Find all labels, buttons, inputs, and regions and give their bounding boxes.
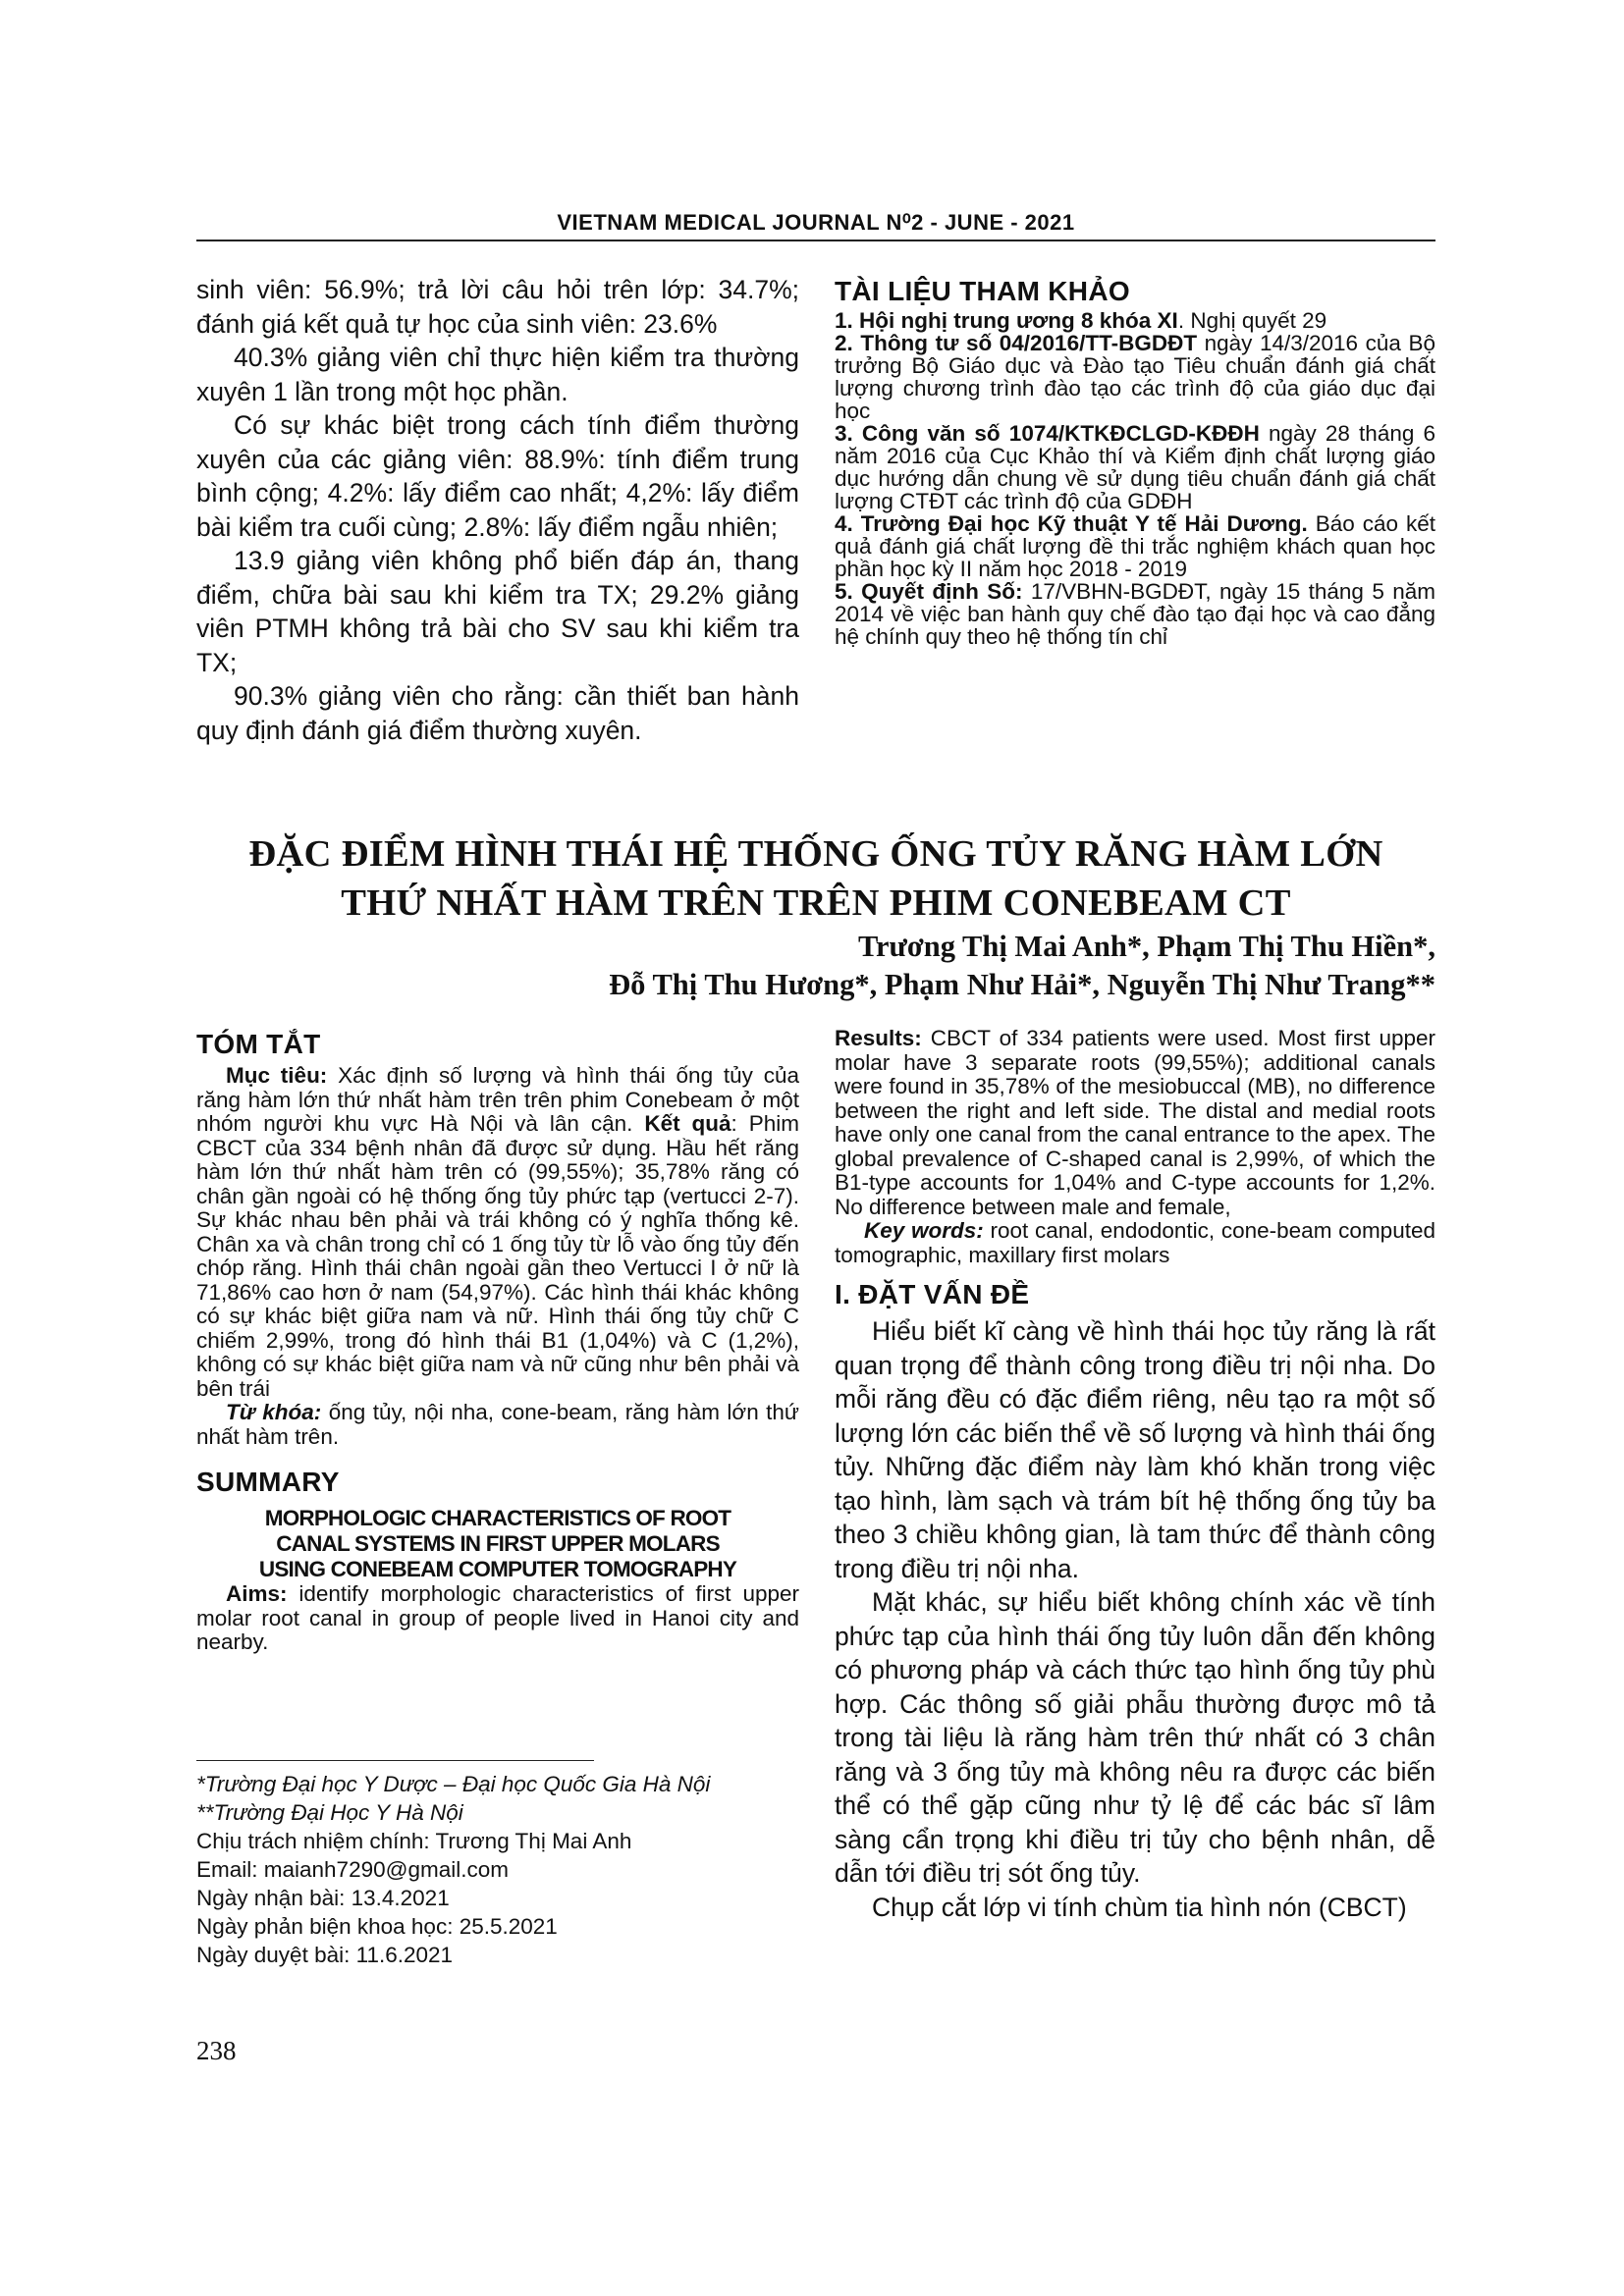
prev-paragraph: 40.3% giảng viên chỉ thực hiện kiểm tra thường xuyên 1 lần trong một học phần. bbox=[196, 343, 799, 406]
summary-keywords-label: Key words: bbox=[864, 1218, 984, 1243]
running-header: VIETNAM MEDICAL JOURNAL N⁰2 - JUNE - 2021 bbox=[557, 210, 1075, 235]
intro-paragraph: Mặt khác, sự hiểu biết không chính xác về tính phức tạp của hình thái ống tủy luôn dẫn đến không có phương pháp và cách thức tạo hình ống tủy phù hợp. Các thông số giải phẫu thường được mô tả trong tài liệu là răng hàm trên thứ nhất có 3 chân răng và 3 ống tủy mà không nêu ra được các biến thể có thể gặp cũng như tỷ lệ để các bác sĩ lâm sàng cẩn trọng khi điều trị tủy cho bệnh nhân, dễ dẫn tới điều trị sót ống tủy. bbox=[835, 1587, 1435, 1888]
reference-text: ngày 28 tháng 6 năm 2016 của Cục Khảo thí và Kiểm định chất lượng giáo dục hướng dẫn chung về sử dụng tiêu chuẩn đánh giá chất lượng CTĐT các trình độ của GDĐH bbox=[835, 421, 1435, 513]
affiliation: **Trường Đại Học Y Hà Nội bbox=[196, 1800, 463, 1825]
results-text: CBCT of 334 patients were used. Most first upper molar have 3 separate roots (99,55%); additional canals were found in 35,78% of the mesiobuccal (MB), no difference between the right and left side. The distal and medial roots have only one canal from the canal entrance to the apex. The global prevalence of C-shaped canal is 2,99%, of which the B1-type accounts for 1,04% and C-type accounts for 1,2%. No difference between male and female, bbox=[835, 1026, 1435, 1219]
keywords-text: ống tủy, nội nha, cone-beam, răng hàm lớn thứ nhất hàm trên. bbox=[196, 1400, 799, 1449]
authors bbox=[609, 928, 1435, 1004]
reference-title: Thông tư số 04/2016/TT-BGDĐT bbox=[860, 331, 1198, 355]
prev-paragraph: sinh viên: 56.9%; trả lời câu hỏi trên lớp: 34.7%; đánh giá kết quả tự học của sinh viên: 23.6% bbox=[196, 275, 799, 339]
summary-title-line: MORPHOLOGIC CHARACTERISTICS OF ROOT bbox=[264, 1506, 731, 1530]
intro-heading: I. ĐẶT VẤN ĐỀ bbox=[835, 1279, 1030, 1309]
reference-text: . Nghị quyết 29 bbox=[1177, 308, 1327, 333]
article-title-line: THỨ NHẤT HÀM TRÊN TRÊN PHIM CONEBEAM CT bbox=[341, 882, 1291, 924]
references-list bbox=[835, 309, 1435, 648]
reference-number: 4. bbox=[835, 511, 853, 536]
references-section bbox=[835, 276, 1435, 648]
summary-title-line: CANAL SYSTEMS IN FIRST UPPER MOLARS bbox=[276, 1531, 720, 1556]
email: Email: maianh7290@gmail.com bbox=[196, 1857, 509, 1882]
reference-text: ngày 14/3/2016 của Bộ trưởng Bộ Giáo dục và Đào tạo Tiêu chuẩn đánh giá chất lượng chương trình đào tạo các trình độ của giáo dục đại học bbox=[835, 331, 1435, 423]
reference-number: 1. bbox=[835, 308, 853, 333]
prev-paragraph: 90.3% giảng viên cho rằng: cần thiết ban hành quy định đánh giá điểm thường xuyên. bbox=[196, 681, 799, 745]
reference-number: 2. bbox=[835, 331, 853, 355]
references-heading: TÀI LIỆU THAM KHẢO bbox=[835, 276, 1130, 306]
summary-results bbox=[835, 1027, 1435, 1219]
reference-item bbox=[835, 309, 1435, 332]
article-title-line: ĐẶC ĐIỂM HÌNH THÁI HỆ THỐNG ỐNG TỦY RĂNG HÀM LỚN bbox=[248, 833, 1383, 875]
reference-title: Trường Đại học Kỹ thuật Y tế Hải Dương. bbox=[860, 511, 1308, 536]
reference-item bbox=[835, 580, 1435, 648]
abstract-body bbox=[196, 1064, 799, 1401]
reference-title: Công văn số 1074/KTKĐCLGD-KĐĐH bbox=[861, 421, 1260, 446]
reference-number: 3. bbox=[835, 421, 853, 446]
reference-text: 17/VBHN-BGDĐT, ngày 15 tháng 5 năm 2014 về việc ban hành quy chế đào tạo đại học và cao đẳng hệ chính quy theo hệ thống tín chỉ bbox=[835, 579, 1435, 649]
summary-keywords-text: root canal, endodontic, cone-beam computed tomographic, maxillary first molars bbox=[835, 1218, 1435, 1267]
reference-item bbox=[835, 512, 1435, 580]
page-number: 238 bbox=[196, 2036, 237, 2065]
abstract-keywords bbox=[196, 1401, 799, 1449]
authors-line: Đỗ Thị Thu Hương*, Phạm Như Hải*, Nguyễn Thị Như Trang** bbox=[609, 968, 1435, 1001]
aim-label: Mục tiêu: bbox=[226, 1063, 328, 1088]
responsible-author: Chịu trách nhiệm chính: Trương Thị Mai Anh bbox=[196, 1829, 632, 1853]
abstract-heading: TÓM TẮT bbox=[196, 1029, 321, 1059]
reference-number: 5. bbox=[835, 579, 853, 604]
header-rule bbox=[196, 240, 1435, 241]
results-label: Results: bbox=[835, 1026, 922, 1050]
abstract-section bbox=[196, 1029, 800, 1654]
aim-text: Xác định số lượng và hình thái ống tủy của răng hàm lớn thứ nhất hàm trên trên phim Conebeam ở một nhóm người khu vực Hà Nội và lân cận. bbox=[196, 1063, 800, 1136]
aims-label: Aims: bbox=[226, 1581, 288, 1606]
result-text: : Phim CBCT của 334 bệnh nhân đã được sử dụng. Hầu hết răng hàm lớn thứ nhất hàm trên có (99,55%); 35,78% răng có chân gần ngoài có hệ thống ống tủy phức tạp (vertucci 2-7). Sự khác nhau bên phải và trái không có ý nghĩa thống kê. Chân xa và chân trong chỉ có 1 ống tủy từ lỗ vào ống tủy đến chóp răng. Hình thái chân ngoài gần theo Vertucci I ở nữ là 71,86% cao hơn ở nam (54,97%). Các hình thái khác không có sự khác biệt giữa nam và nữ. Hình thái ống tủy chữ C chiếm 2,99%, trong đó hình thái B1 (1,04%) và C (1,2%), không có sự khác biệt giữa nam và nữ cũng như bên phải và bên trái bbox=[196, 1111, 799, 1401]
footnote-rule bbox=[196, 1760, 594, 1761]
reference-item bbox=[835, 422, 1435, 512]
reference-title: Quyết định Số: bbox=[861, 579, 1023, 604]
footnotes bbox=[196, 1770, 799, 1969]
summary-title-line: USING CONEBEAM COMPUTER TOMOGRAPHY bbox=[258, 1557, 737, 1581]
authors-line: Trương Thị Mai Anh*, Phạm Thị Thu Hiền*, bbox=[857, 930, 1435, 963]
reference-item bbox=[835, 332, 1435, 422]
review-date: Ngày phản biện khoa học: 25.5.2021 bbox=[196, 1914, 558, 1939]
prev-paragraph: Có sự khác biệt trong cách tính điểm thường xuyên của các giảng viên: 88.9%: tính điểm trung bình cộng; 4.2%: lấy điểm cao nhất; 4,2%: lấy điểm bài kiểm tra cuối cùng; 2.8%: lấy điểm ngẫu nhiên; bbox=[196, 410, 799, 542]
received-date: Ngày nhận bài: 13.4.2021 bbox=[196, 1886, 450, 1910]
intro-paragraph: Hiểu biết kĩ càng về hình thái học tủy răng là rất quan trọng để thành công trong điều trị nội nha. Do mỗi răng đều có đặc điểm riêng, nêu tạo ra một số lượng lớn các biến thể về số lượng và hình thái ống tủy. Những đặc điểm này làm khó khăn trong việc tạo hình, làm sạch và trám bít hệ thống ống tủy ba theo 3 chiều không gian, là tam thức để thành công trong điều trị nội nha. bbox=[835, 1316, 1435, 1583]
summary-heading: SUMMARY bbox=[196, 1467, 340, 1497]
prev-article-conclusion bbox=[196, 273, 799, 747]
result-label: Kết quả bbox=[644, 1111, 731, 1136]
summary-keywords bbox=[835, 1219, 1435, 1267]
prev-paragraph: 13.9 giảng viên không phổ biến đáp án, thang điểm, chữa bài sau khi kiểm tra TX; 29.2% giảng viên PTMH không trả bài cho SV sau khi kiểm tra TX; bbox=[196, 546, 799, 677]
summary-body-start bbox=[196, 1581, 799, 1654]
summary-continuation bbox=[835, 1027, 1435, 1924]
reference-title: Hội nghị trung ương 8 khóa XI bbox=[859, 308, 1178, 333]
article-title bbox=[196, 829, 1435, 928]
keywords-label: Từ khóa: bbox=[226, 1400, 322, 1424]
affiliation: *Trường Đại học Y Dược – Đại học Quốc Gia Hà Nội bbox=[196, 1772, 711, 1796]
summary-title bbox=[196, 1506, 799, 1582]
aims-text: identify morphologic characteristics of first upper molar root canal in group of people lived in Hanoi city and nearby. bbox=[196, 1581, 799, 1654]
accepted-date: Ngày duyệt bài: 11.6.2021 bbox=[196, 1943, 454, 1967]
reference-text: Báo cáo kết quả đánh giá chất lượng đề thi trắc nghiệm khách quan học phần học kỳ II năm học 2018 - 2019 bbox=[835, 511, 1435, 581]
intro-paragraph: Chụp cắt lớp vi tính chùm tia hình nón (CBCT) bbox=[872, 1892, 1407, 1922]
